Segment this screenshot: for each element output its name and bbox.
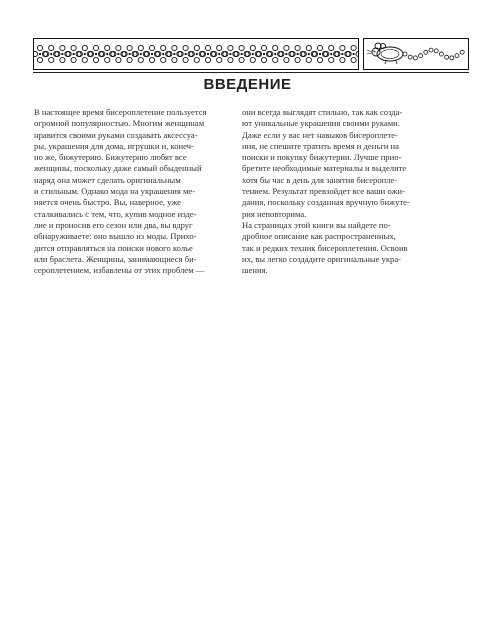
bead — [138, 57, 143, 62]
bead-chain-graphic — [34, 39, 358, 69]
bead-center — [263, 53, 265, 55]
bead — [71, 57, 76, 62]
text-line: хотя бы час в день для занятия бисеропле- — [242, 174, 398, 185]
bead — [183, 45, 188, 50]
bead — [329, 57, 334, 62]
text-line: ры, украшения для дома, игрушки и, конеч- — [34, 140, 194, 151]
text-line: нравится своими руками создавать аксессуа- — [34, 129, 198, 140]
text-line: Даже если у вас нет навыков бисероплете- — [242, 129, 398, 140]
bead — [71, 45, 76, 50]
bead-center — [274, 53, 276, 55]
header-rule — [33, 72, 469, 73]
bead — [93, 57, 98, 62]
bead — [82, 57, 87, 62]
text-line: сероплетением, избавлены от этих проблем — — [34, 265, 205, 276]
bead — [295, 45, 300, 50]
bead-center — [297, 53, 299, 55]
bead — [116, 45, 121, 50]
text-line: лие и проносив его сезон или два, вы вдруг — [34, 219, 193, 230]
text-line: женщины, поскольку даже самый обыденный — [34, 163, 202, 174]
bead-center — [319, 53, 321, 55]
bead — [161, 45, 166, 50]
bead — [273, 45, 278, 50]
bead — [161, 57, 166, 62]
bead — [317, 45, 322, 50]
bead — [37, 45, 42, 50]
bead — [194, 45, 199, 50]
bead-center — [50, 53, 52, 55]
bead-center — [84, 53, 86, 55]
bead — [317, 57, 322, 62]
tail-bead — [450, 56, 454, 60]
bead-center — [129, 53, 131, 55]
tail-bead — [408, 55, 412, 59]
text-line: огромной популярностью. Многим женщинам — [34, 118, 205, 129]
mouse-graphic — [364, 39, 468, 69]
text-line: поиски и покупку бижутерии. Лучше прио- — [242, 152, 402, 163]
bead-center — [61, 53, 63, 55]
bead — [34, 51, 38, 56]
text-line: так и редких техник бисероплетения. Освоив — [242, 242, 408, 253]
bead — [306, 45, 311, 50]
bead — [205, 57, 210, 62]
right-text-column — [242, 107, 440, 276]
bead-center — [151, 53, 153, 55]
bead — [250, 45, 255, 50]
bead — [228, 57, 233, 62]
bead — [239, 45, 244, 50]
bead — [194, 57, 199, 62]
bead — [340, 45, 345, 50]
bead-center — [218, 53, 220, 55]
bead-center — [39, 53, 41, 55]
bead — [127, 57, 132, 62]
bead — [60, 57, 65, 62]
bead-center — [241, 53, 243, 55]
bead — [356, 51, 358, 56]
bead — [82, 45, 87, 50]
bead-center — [173, 53, 175, 55]
text-line: На страницах этой книги вы найдете по- — [242, 219, 391, 230]
bead-center — [252, 53, 254, 55]
bead — [329, 45, 334, 50]
bead — [261, 45, 266, 50]
bead-center — [229, 53, 231, 55]
bead — [351, 45, 356, 50]
bead — [37, 57, 42, 62]
bead — [217, 45, 222, 50]
text-line: няется очень быстро. Вы, наверное, уже — [34, 197, 181, 208]
bead-center — [73, 53, 75, 55]
bead-center — [353, 53, 355, 55]
bead — [205, 45, 210, 50]
tail-bead — [445, 55, 449, 59]
bead — [340, 57, 345, 62]
text-line: дания, поскольку созданная вручную бижуте- — [242, 197, 410, 208]
text-line: рия неповторима. — [242, 208, 307, 219]
bead — [105, 57, 110, 62]
tail-bead — [460, 50, 464, 54]
bead-center — [285, 53, 287, 55]
tail-bead — [419, 54, 423, 58]
bead — [49, 45, 54, 50]
bead-center — [117, 53, 119, 55]
bead-center — [330, 53, 332, 55]
decorative-header — [33, 38, 469, 70]
bead — [228, 45, 233, 50]
bead — [284, 57, 289, 62]
bead — [239, 57, 244, 62]
bead — [105, 45, 110, 50]
text-line: и стильным. Однако мода на украшения ме- — [34, 186, 196, 197]
left-text-column — [34, 107, 232, 276]
text-line: они всегда выглядят стильно, так как созда- — [242, 107, 403, 117]
bead — [149, 57, 154, 62]
text-line: В настоящее время бисероплетение пользуется — [34, 107, 207, 117]
bead — [127, 45, 132, 50]
bead-center — [106, 53, 108, 55]
bead — [351, 57, 356, 62]
tail-bead — [403, 52, 407, 56]
text-line: но же, бижутерию. Бижутерию любят все — [34, 152, 187, 163]
bead — [284, 45, 289, 50]
bead-center — [196, 53, 198, 55]
bead — [60, 45, 65, 50]
text-line: шения. — [242, 265, 268, 276]
bead — [295, 57, 300, 62]
bead-center — [207, 53, 209, 55]
bead — [306, 57, 311, 62]
bead — [116, 57, 121, 62]
bead — [172, 57, 177, 62]
text-line: сталкивались с тем, что, купив модное изде- — [34, 208, 197, 219]
bead-chain-ornament — [33, 38, 359, 70]
bead — [250, 57, 255, 62]
text-line: дится отправляться на поиски нового колье — [34, 242, 193, 253]
bead — [273, 57, 278, 62]
bead-center — [341, 53, 343, 55]
text-line: обнаруживаете: оно вышло из моды. Прихо- — [34, 231, 197, 242]
text-line: дробное описание как распространенных, — [242, 231, 396, 242]
bead-center — [95, 53, 97, 55]
section-title: ВВЕДЕНИЕ — [203, 76, 292, 93]
bead-center — [162, 53, 164, 55]
text-line: ния, не спешите тратить время и деньги на — [242, 140, 399, 151]
text-line: бретите необходимые материалы и выделите — [242, 163, 407, 174]
bead-center — [140, 53, 142, 55]
text-line: наряд она может сделать оригинальным — [34, 174, 181, 185]
tail-bead — [455, 54, 459, 58]
tail-bead — [424, 50, 428, 54]
bead — [261, 57, 266, 62]
tail-bead — [429, 48, 433, 52]
bead — [49, 57, 54, 62]
text-line: тением. Результат превзойдет все ваши ожи- — [242, 186, 405, 197]
bead-center — [185, 53, 187, 55]
bead — [183, 57, 188, 62]
tail-bead — [434, 49, 438, 53]
text-line: или браслета. Женщины, занимающиеся би- — [34, 253, 197, 264]
bead — [217, 57, 222, 62]
tail-bead — [413, 56, 417, 60]
tail-bead — [439, 52, 443, 56]
bead — [172, 45, 177, 50]
bead-center — [308, 53, 310, 55]
text-line: ют уникальные украшения своими руками. — [242, 118, 400, 129]
bead — [93, 45, 98, 50]
beaded-mouse-icon — [363, 38, 469, 70]
bead — [149, 45, 154, 50]
bead — [138, 45, 143, 50]
text-line: их, вы легко создадите оригинальные укра- — [242, 253, 402, 264]
